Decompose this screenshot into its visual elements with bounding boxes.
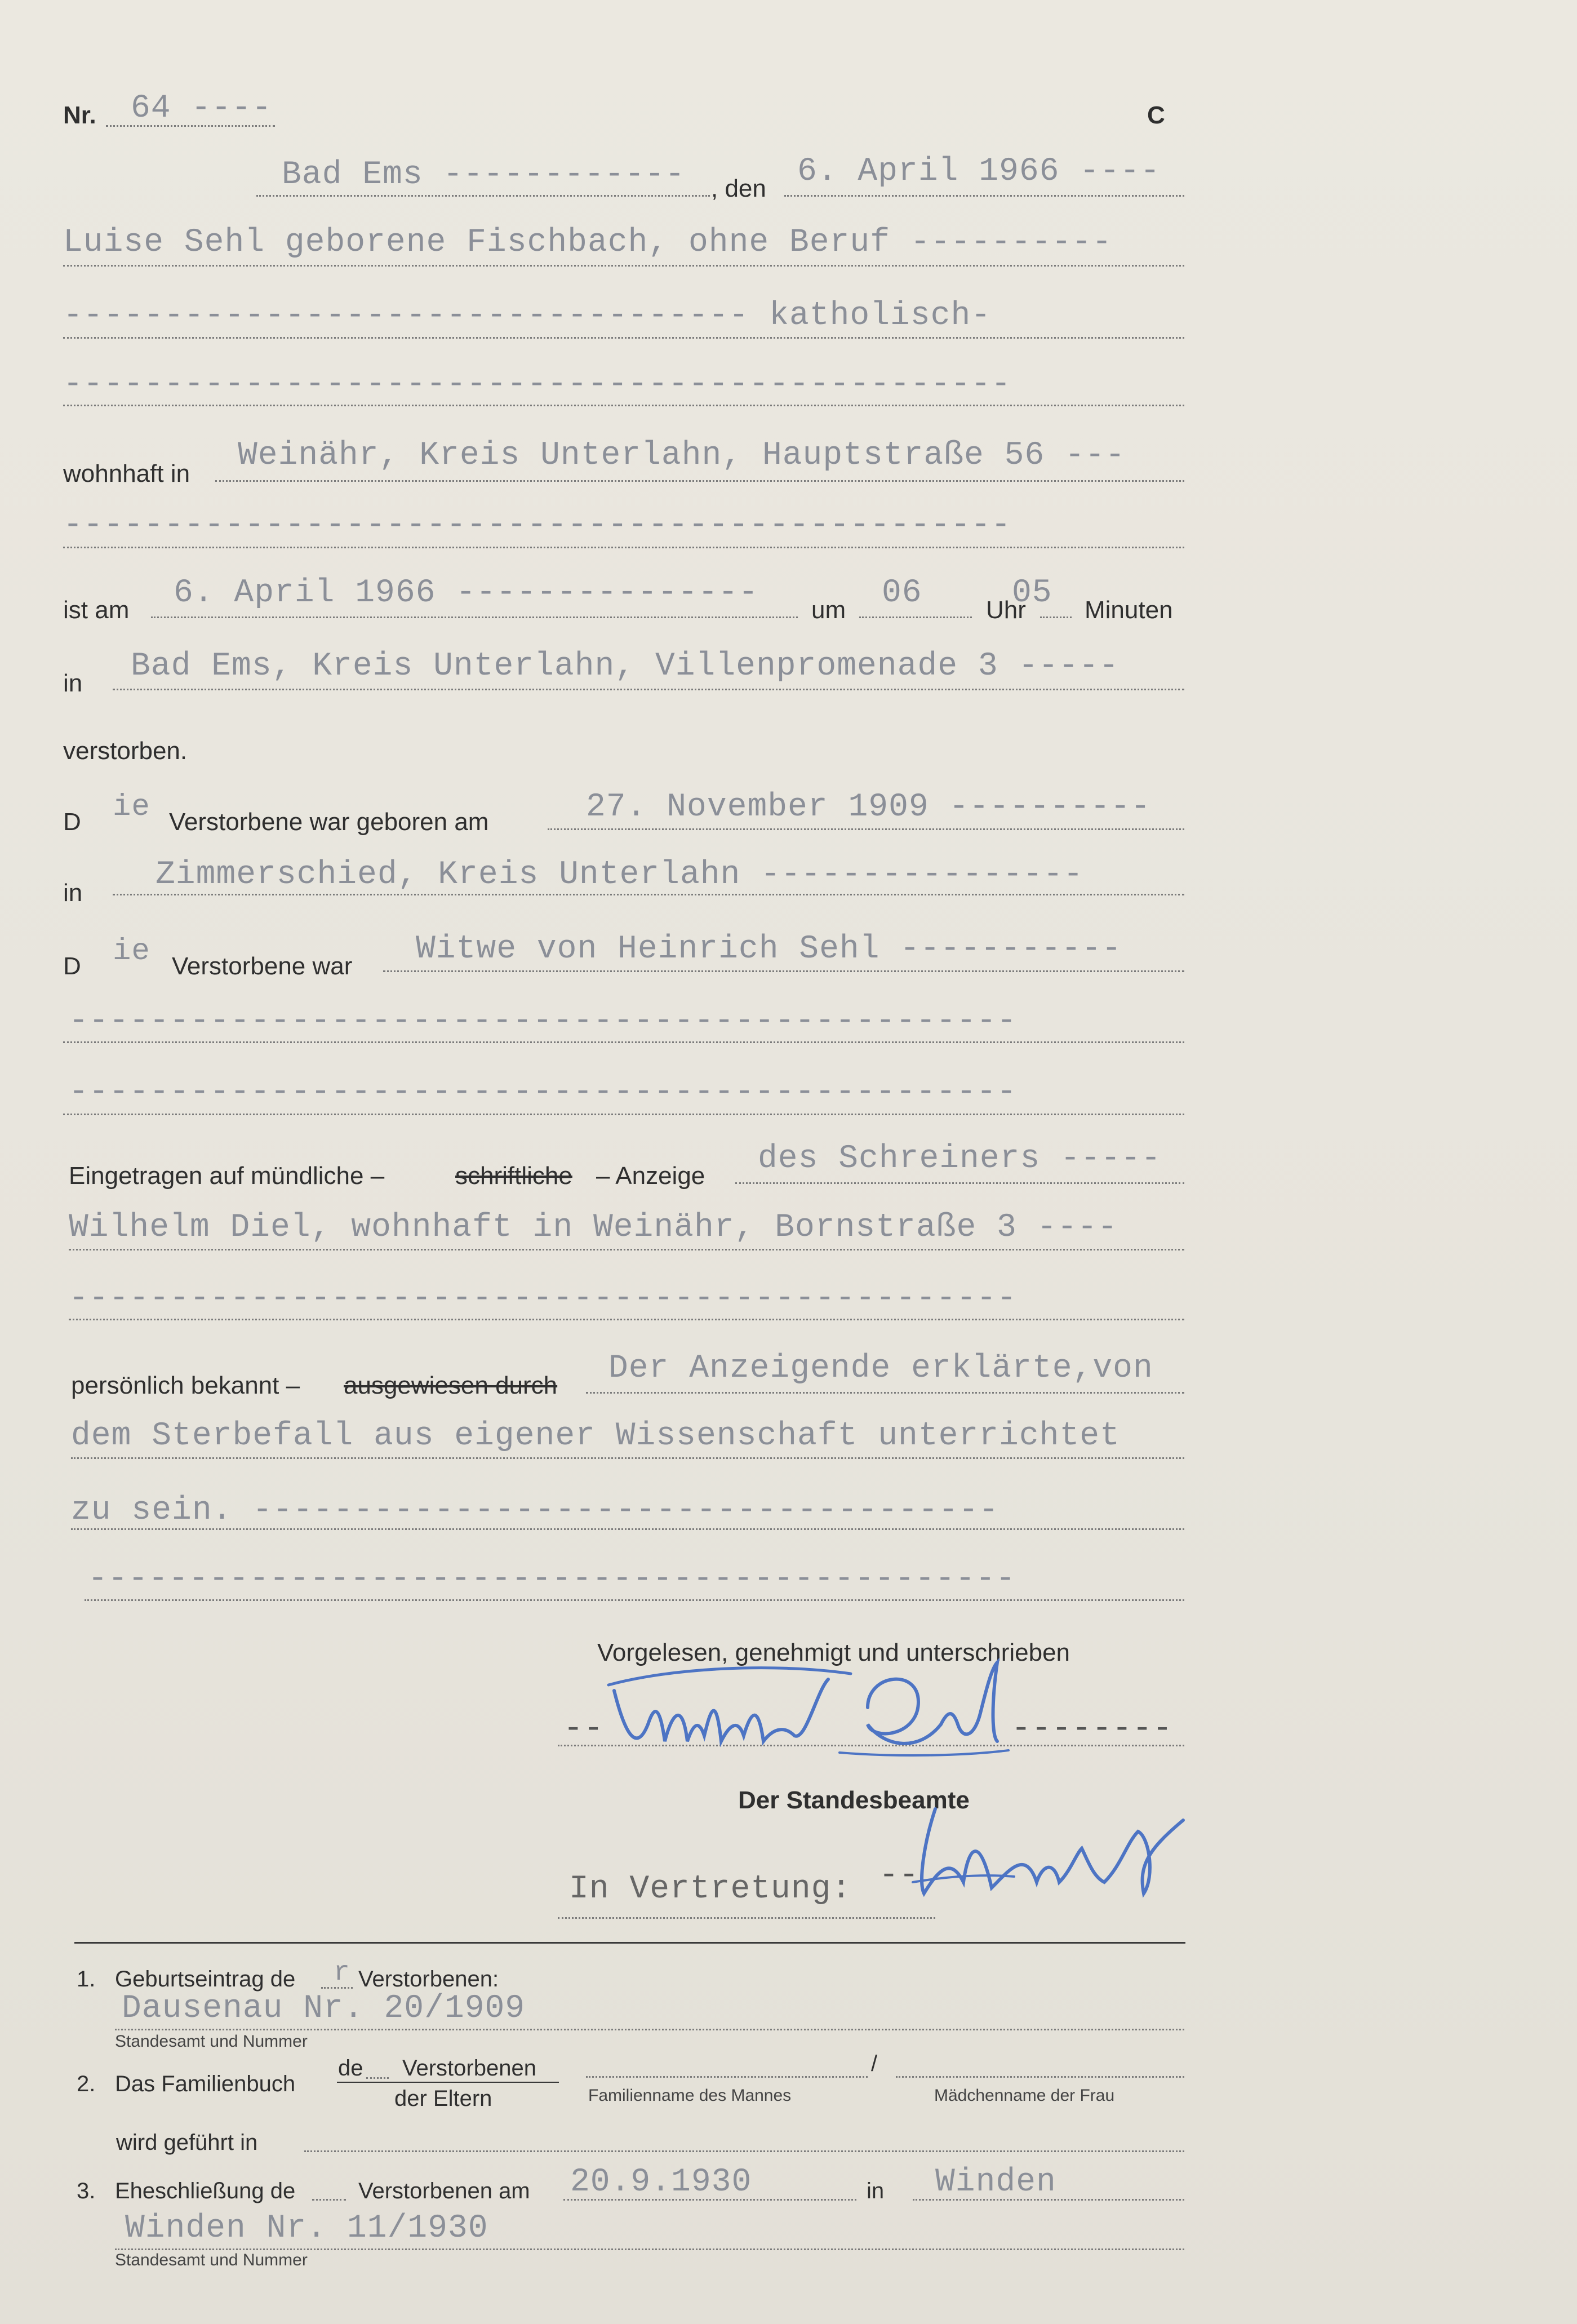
nr-value: 64 ---- xyxy=(131,90,272,127)
death-date: 6. April 1966 --------------- xyxy=(174,575,759,611)
registrar-dashes: -- xyxy=(879,1857,919,1894)
item2-number: 2. xyxy=(77,2072,96,2096)
death-place: Bad Ems, Kreis Unterlahn, Villenpromenade 3 ----- xyxy=(131,648,1120,685)
deceased-name: Luise Sehl geborene Fischbach, ohne Beruf ---------- xyxy=(63,224,1112,261)
identity-line-4 xyxy=(85,1599,1184,1601)
item3-caption: Standesamt und Nummer xyxy=(115,2251,308,2269)
marriage-register-entry: Winden Nr. 11/1930 xyxy=(125,2210,488,2247)
minute-line xyxy=(1040,617,1072,618)
nr-label: Nr. xyxy=(63,101,96,129)
item2-label: Das Familienbuch xyxy=(115,2072,296,2096)
death-date-line xyxy=(151,617,798,618)
residence-address: Weinähr, Kreis Unterlahn, Hauptstraße 56 --- xyxy=(238,437,1126,474)
um-label: um xyxy=(811,596,846,624)
residence-line-2 xyxy=(63,547,1184,548)
minuten-label: Minuten xyxy=(1085,596,1173,624)
identity-statement-3: zu sein. ------------------------------------- xyxy=(71,1492,999,1529)
registration-label-struck: schriftliche xyxy=(455,1162,572,1190)
den-label: , den xyxy=(711,175,766,202)
form-letter: C xyxy=(1147,101,1165,129)
registrar-signature-line xyxy=(558,1917,935,1919)
person-line-3 xyxy=(63,405,1184,406)
status-line xyxy=(383,970,1184,972)
ist-am-label: ist am xyxy=(63,596,130,624)
place-line xyxy=(256,195,710,197)
person-extra: ----------------------------------------------- xyxy=(63,366,1011,403)
birth-in-label: in xyxy=(63,879,83,907)
item2-husband-line xyxy=(586,2076,868,2078)
registration-label-prefix: Eingetragen auf mündliche – xyxy=(69,1162,385,1190)
item3-label: Eheschließung de xyxy=(115,2179,296,2203)
item3-value-line xyxy=(115,2248,1184,2250)
item1-number: 1. xyxy=(77,1967,96,1992)
item2-slash: / xyxy=(871,2051,878,2076)
residence-label: wohnhaft in xyxy=(63,460,190,487)
registration-extra: ----------------------------------------------- xyxy=(69,1280,1017,1317)
footer-separator xyxy=(74,1942,1185,1944)
item3-suffix-line xyxy=(312,2199,346,2201)
marriage-date: 20.9.1930 xyxy=(570,2164,752,2201)
status-label: Verstorbene war xyxy=(172,952,353,980)
birth-ie: ie xyxy=(113,790,150,824)
registration-line-2 xyxy=(69,1249,1184,1250)
marital-status: Witwe von Heinrich Sehl ----------- xyxy=(416,931,1122,968)
registration-line-1 xyxy=(735,1182,1184,1184)
birth-place-line xyxy=(113,894,1184,895)
item2-option1-line xyxy=(366,2077,389,2079)
register-place: Bad Ems ------------ xyxy=(282,157,686,193)
death-hour: 06 xyxy=(882,575,922,611)
birth-place: Zimmerschied, Kreis Unterlahn ---------------- xyxy=(156,857,1084,893)
item1-label: Geburtseintrag de xyxy=(115,1967,296,1992)
identity-extra: ---------------------------------------------- xyxy=(88,1561,1016,1598)
death-place-line xyxy=(113,689,1184,690)
residence-extra: ----------------------------------------------- xyxy=(63,507,1011,544)
item2-option1-prefix: de xyxy=(338,2056,363,2081)
item2-wife-line xyxy=(896,2076,1184,2078)
status-extra-2: ----------------------------------------------- xyxy=(69,1074,1017,1111)
person-line-1 xyxy=(63,265,1184,267)
identity-line-2 xyxy=(71,1457,1184,1459)
identity-statement-1: Der Anzeigende erklärte,von xyxy=(608,1350,1153,1387)
registrar-value: In Vertretung: xyxy=(569,1871,852,1908)
birth-register-entry: Dausenau Nr. 20/1909 xyxy=(122,1990,526,2027)
informant-signature-image xyxy=(603,1657,1031,1769)
item2-husband-caption: Familienname des Mannes xyxy=(588,2086,792,2105)
item3-in-label: in xyxy=(867,2179,885,2203)
birth-date: 27. November 1909 ---------- xyxy=(586,789,1151,826)
birth-date-line xyxy=(548,828,1184,830)
item2-kept-label: wird geführt in xyxy=(116,2130,258,2155)
item3-label-mid: Verstorbenen am xyxy=(358,2179,530,2203)
hour-line xyxy=(859,617,972,618)
status-line-3 xyxy=(63,1114,1184,1115)
item1-suffix-letter: r xyxy=(334,1958,350,1988)
death-place-in-label: in xyxy=(63,669,83,697)
status-ie: ie xyxy=(113,934,150,969)
death-minutes: 05 xyxy=(1012,575,1052,611)
status-line-2 xyxy=(63,1041,1184,1043)
item2-wife-caption: Mädchenname der Frau xyxy=(934,2086,1115,2105)
person-line-2 xyxy=(63,337,1184,339)
registration-line-3 xyxy=(69,1319,1184,1320)
register-date: 6. April 1966 ---- xyxy=(797,153,1161,190)
birth-label: Verstorbene war geboren am xyxy=(169,808,489,836)
item2-option1-value: Verstorbenen xyxy=(402,2056,536,2081)
identity-statement-2: dem Sterbefall aus eigener Wissenschaft unterrichtet xyxy=(71,1418,1120,1454)
identity-line-1 xyxy=(586,1392,1184,1394)
marriage-place: Winden xyxy=(935,2164,1056,2201)
verstorben-label: verstorben. xyxy=(63,737,188,765)
identity-label-prefix: persönlich bekannt – xyxy=(71,1372,300,1399)
residence-line-1 xyxy=(215,480,1184,482)
birth-d-label: D xyxy=(63,808,81,836)
read-approved-label: Vorgelesen, genehmigt und unterschrieben xyxy=(597,1639,1070,1666)
identity-label-struck: ausgewiesen durch xyxy=(344,1372,558,1399)
registrar-signature-image xyxy=(901,1798,1217,1910)
religion: ---------------------------------- katholisch- xyxy=(63,298,992,334)
status-extra-1: ----------------------------------------------- xyxy=(69,1003,1017,1040)
item1-caption: Standesamt und Nummer xyxy=(115,2032,308,2051)
informant-occupation: des Schreiners ----- xyxy=(758,1141,1162,1177)
status-d-label: D xyxy=(63,952,81,980)
item2-option-divider xyxy=(337,2082,559,2083)
item2-option2: der Eltern xyxy=(394,2086,492,2111)
item3-number: 3. xyxy=(77,2179,96,2203)
informant-dashes-right: -------- xyxy=(1011,1711,1173,1748)
item1-value-line xyxy=(115,2029,1184,2030)
informant-name-address: Wilhelm Diel, wohnhaft in Weinähr, Bornstraße 3 ---- xyxy=(69,1209,1118,1246)
item2-kept-line xyxy=(304,2150,1184,2152)
registration-label-suffix: – Anzeige xyxy=(596,1162,705,1190)
item1-label-end: Verstorbenen: xyxy=(358,1967,499,1992)
uhr-label: Uhr xyxy=(986,596,1026,624)
registrar-label: Der Standesbeamte xyxy=(738,1786,970,1814)
date-line xyxy=(784,195,1184,197)
informant-dashes-left: -- xyxy=(563,1711,604,1748)
